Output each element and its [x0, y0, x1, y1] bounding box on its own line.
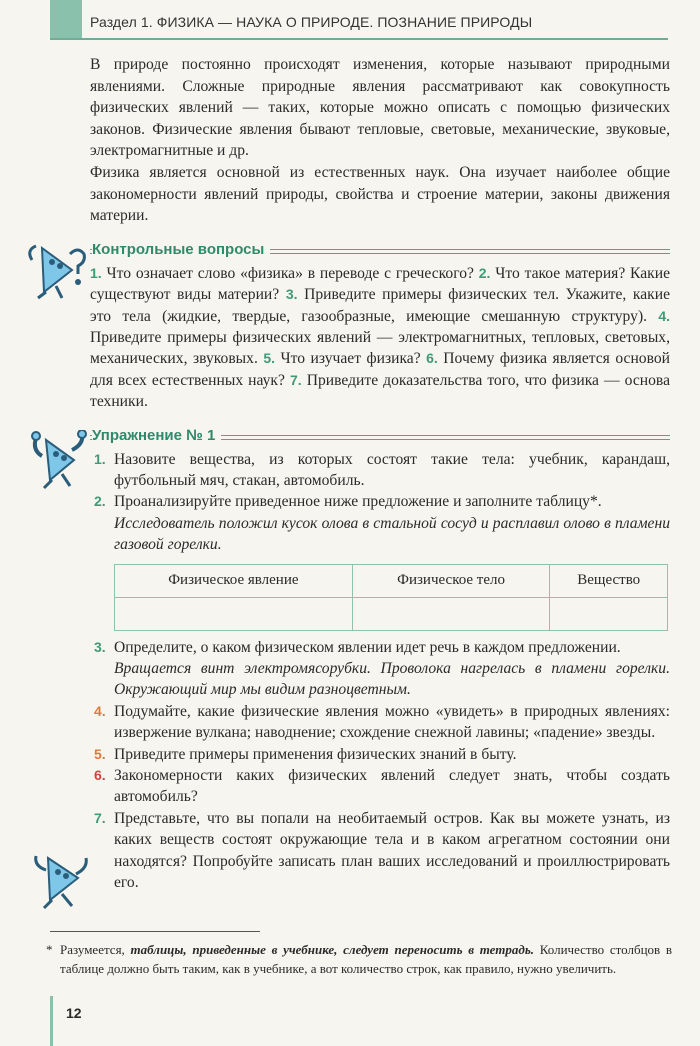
- exercise-item-3: [90, 637, 670, 701]
- exercise-text: Приведите примеры применения физических знаний в быту.: [114, 745, 517, 763]
- page-content: [90, 54, 670, 894]
- question-number: 1.: [90, 264, 102, 281]
- exercise-item-4: [90, 701, 670, 744]
- question-text: Приведите доказательства того, что физика — основа техники.: [90, 371, 670, 411]
- exercise-number: 5.: [94, 745, 106, 762]
- question-number: 3.: [285, 286, 298, 303]
- fill-in-table: [114, 564, 668, 631]
- question-number: 5.: [263, 350, 276, 367]
- exercise-item-1: [90, 449, 670, 492]
- exercise-example-sentence: Исследователь положил кусок олова в стальной сосуд и расплавил олово в пламени газовой горелки.: [114, 514, 670, 554]
- page-number: 12: [66, 1005, 82, 1021]
- page-header-title: Раздел 1. ФИЗИКА — НАУКА О ПРИРОДЕ. ПОЗНАНИЕ ПРИРОДЫ: [90, 14, 533, 30]
- question-text: Приведите примеры физических явлений — электромагнитных, тепловых, световых, механических, звуковых.: [90, 328, 670, 368]
- table-cell: [115, 597, 353, 630]
- page-number-bar: [50, 996, 53, 1046]
- exercise-text: Определите, о каком физическом явлении идет речь в каждом предложении.: [114, 638, 621, 656]
- question-text: Почему физика является основой для всех естественных наук?: [90, 350, 670, 389]
- footnote-rule: [50, 931, 260, 932]
- exercise-item-2: [90, 491, 670, 630]
- question-number: 7.: [289, 371, 302, 388]
- exercise-heading: [90, 425, 670, 449]
- table-header-cell: Вещество: [550, 564, 668, 597]
- footnote: [46, 940, 673, 978]
- exercise-number: 4.: [94, 702, 106, 719]
- footnote-rest: Количество столбцов в таблице должно быть таким, как в учебнике, а вот количество строк, как правило, нужно увеличить.: [60, 942, 673, 976]
- table-header-cell: Физическое явление: [115, 564, 353, 597]
- header-rule: [50, 38, 668, 40]
- exercise-text: Проанализируйте приведенное ниже предложение и заполните таблицу*.: [114, 493, 602, 511]
- exercise-item-7: [90, 808, 670, 894]
- exercise-example-sentence: Вращается винт электромясорубки. Проволока нагрелась в пламени горелки. Окружающий мир мы видим разноцветным.: [114, 660, 670, 699]
- question-mascot-icon: [22, 240, 92, 300]
- intro-paragraph-2-text: Физика является основной из естественных наук. Она изучает наиболее общие закономерности явлений природы, свойства и строение материи, законы движения материи.: [90, 163, 670, 225]
- table-header-cell: Физическое тело: [352, 564, 550, 597]
- exercise-item-5: [90, 744, 670, 765]
- intro-paragraph-2: [90, 162, 670, 227]
- exercise-title: Упражнение № 1: [92, 427, 221, 444]
- exercise-mascot-icon: [28, 430, 92, 490]
- question-text: Что означает слово «физика» в переводе с греческого?: [106, 264, 474, 282]
- exercise-number: 7.: [94, 809, 106, 826]
- footnote-marker: *: [46, 942, 53, 957]
- question-text: Что изучает физика?: [280, 350, 421, 368]
- intro-paragraph-1: [90, 54, 670, 162]
- exercise-item-6: [90, 765, 670, 808]
- exercise-number: 2.: [94, 493, 106, 510]
- exercise-text: Назовите вещества, из которых состоят такие тела: учебник, карандаш, футбольный мяч, стакан, автомобиль.: [114, 450, 670, 489]
- header-color-block: [50, 0, 82, 38]
- exercise-text: Закономерности каких физических явлений следует знать, чтобы создать автомобиль?: [114, 767, 670, 806]
- exercise-number: 6.: [94, 767, 106, 784]
- table-row: [115, 597, 668, 630]
- control-questions-title: Контрольные вопросы: [92, 241, 270, 258]
- table-cell: [352, 597, 550, 630]
- exercise-list: [90, 449, 670, 894]
- table-cell: [550, 597, 668, 630]
- control-questions-heading: [90, 239, 670, 263]
- question-text: Приведите примеры физических тел. Укажите, какие это тела (жидкие, твердые, газообразные, имеющие смешанную структуру).: [90, 286, 671, 325]
- footnote-lead: Разумеется,: [60, 942, 125, 957]
- question-number: 2.: [478, 264, 491, 281]
- footnote-emphasis: таблицы, приведенные в учебнике, следует переносить в тетрадь.: [130, 942, 535, 957]
- control-questions-text: [90, 263, 670, 413]
- exercise-text: Представьте, что вы попали на необитаемый остров. Как вы можете узнать, из каких веществ состоят окружающие тела и в каком агрегатном состоянии они находятся? Попробуйте записать план ваших исследований и проиллюстрировать его.: [114, 809, 670, 892]
- exercise-number: 3.: [94, 638, 106, 655]
- exercise-number: 1.: [94, 450, 106, 467]
- table-header-row: [115, 564, 668, 597]
- question-number: 4.: [658, 307, 670, 324]
- intro-paragraph-1-text: В природе постоянно происходят изменения, которые называют природными явлениями. Сложные природные явления рассматривают как совокупность физических явлений — таких, которые можно описать с помощью физических законов. Физические явления бывают тепловые, световые, механические, звуковые, электромагнитные и др.: [90, 56, 670, 160]
- thinking-mascot-icon: [26, 848, 96, 910]
- question-text: Что такое материя? Какие существуют виды материи?: [90, 264, 671, 304]
- exercise-text: Подумайте, какие физические явления можно «увидеть» в природных явлениях: извержение вулкана; наводнение; схождение снежной лавины; «падение» звезды.: [114, 702, 670, 742]
- question-number: 6.: [426, 350, 438, 367]
